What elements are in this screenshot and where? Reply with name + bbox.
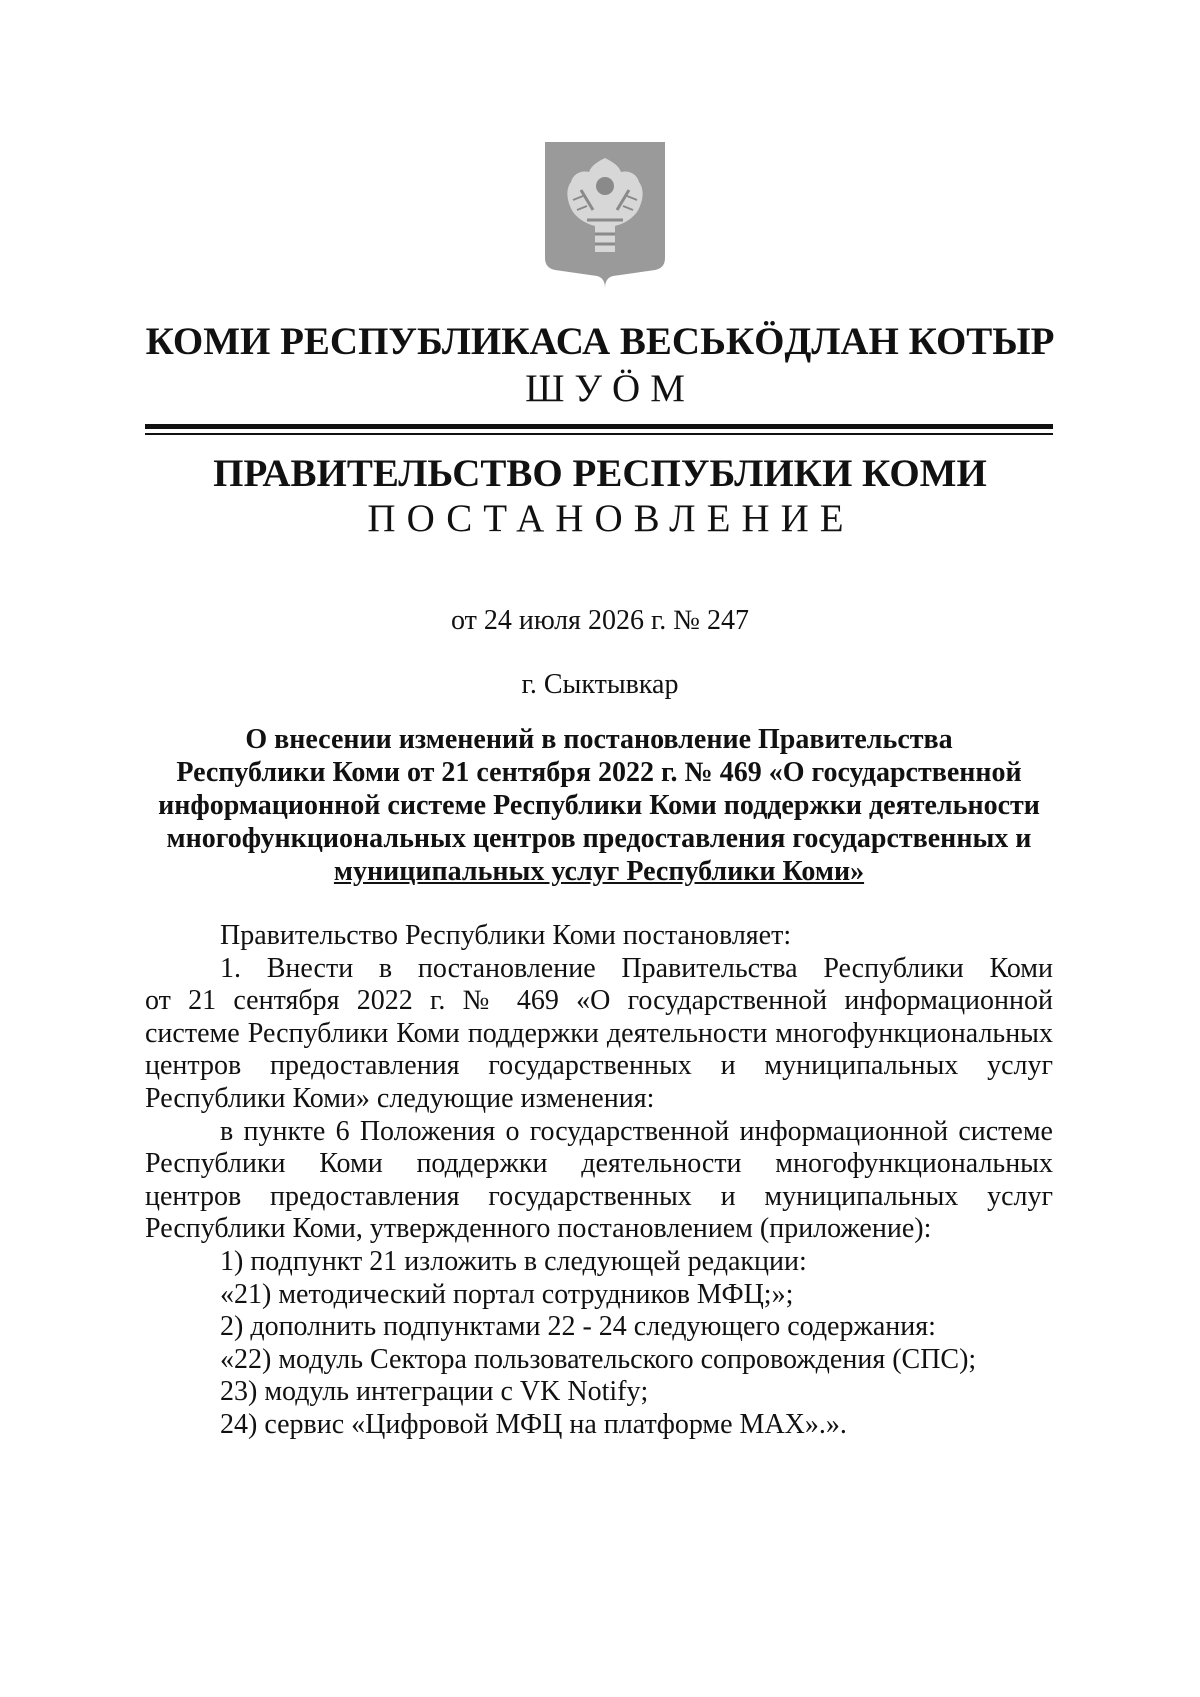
- list-item: 24) сервис «Цифровой МФЦ на платформе MAX».».: [220, 1408, 847, 1440]
- header-divider-thick: [145, 424, 1053, 429]
- item1-line: системе Республики Коми поддержки деятельности многофункциональных: [145, 1017, 1053, 1049]
- item1-line: от 21 сентября 2022 г. № 469 «О государственной информационной: [145, 985, 1053, 1017]
- item1-line: 1. Внести в постановление Правительства Республики Коми: [220, 952, 1053, 984]
- komi-decree-title: ШУӦМ: [525, 367, 695, 410]
- document-date-number: от 24 июля 2026 г. № 247: [451, 605, 749, 636]
- government-title: ПРАВИТЕЛЬСТВО РЕСПУБЛИКИ КОМИ: [213, 452, 987, 495]
- subject-line: О внесении изменений в постановление Правительства: [245, 724, 953, 755]
- document-city: г. Сыктывкар: [521, 669, 679, 700]
- point6-line: Республики Коми, утвержденного постановлением (приложение):: [145, 1213, 932, 1245]
- subject-line: информационной системе Республики Коми поддержки деятельности: [158, 790, 1040, 821]
- point6-line: центров предоставления государственных и муниципальных услуг: [145, 1180, 1053, 1212]
- list-item: 2) дополнить подпунктами 22 - 24 следующего содержания:: [220, 1311, 936, 1343]
- list-item: 1) подпункт 21 изложить в следующей редакции:: [220, 1245, 807, 1277]
- list-item: «21) методический портал сотрудников МФЦ;»;: [220, 1278, 794, 1310]
- item1-line: Республики Коми» следующие изменения:: [145, 1082, 655, 1114]
- header-divider-thin: [145, 433, 1053, 435]
- decree-title: ПОСТАНОВЛЕНИЕ: [367, 497, 855, 540]
- subject-line: муниципальных услуг Республики Коми»: [333, 856, 865, 887]
- point6-line: в пункте 6 Положения о государственной информационной системе: [220, 1115, 1053, 1147]
- komi-coat-of-arms-icon: [543, 140, 667, 288]
- item1-line: центров предоставления государственных и муниципальных услуг: [145, 1050, 1053, 1082]
- preamble: Правительство Республики Коми постановляет:: [220, 920, 792, 951]
- point6-line: Республики Коми поддержки деятельности многофункциональных: [145, 1148, 1053, 1180]
- document-body: [145, 920, 1053, 1442]
- subject-line: Республики Коми от 21 сентября 2022 г. № 469 «О государственной: [176, 757, 1022, 788]
- subject-line: многофункциональных центров предоставления государственных и: [166, 823, 1032, 854]
- list-item: 23) модуль интеграции с VK Notify;: [220, 1376, 649, 1408]
- document-subject: [145, 723, 1053, 888]
- list-item: «22) модуль Сектора пользовательского сопровождения (СПС);: [220, 1343, 977, 1375]
- komi-government-title: КОМИ РЕСПУБЛИКАСА ВЕСЬКӦДЛАН КОТЫР: [145, 320, 1055, 363]
